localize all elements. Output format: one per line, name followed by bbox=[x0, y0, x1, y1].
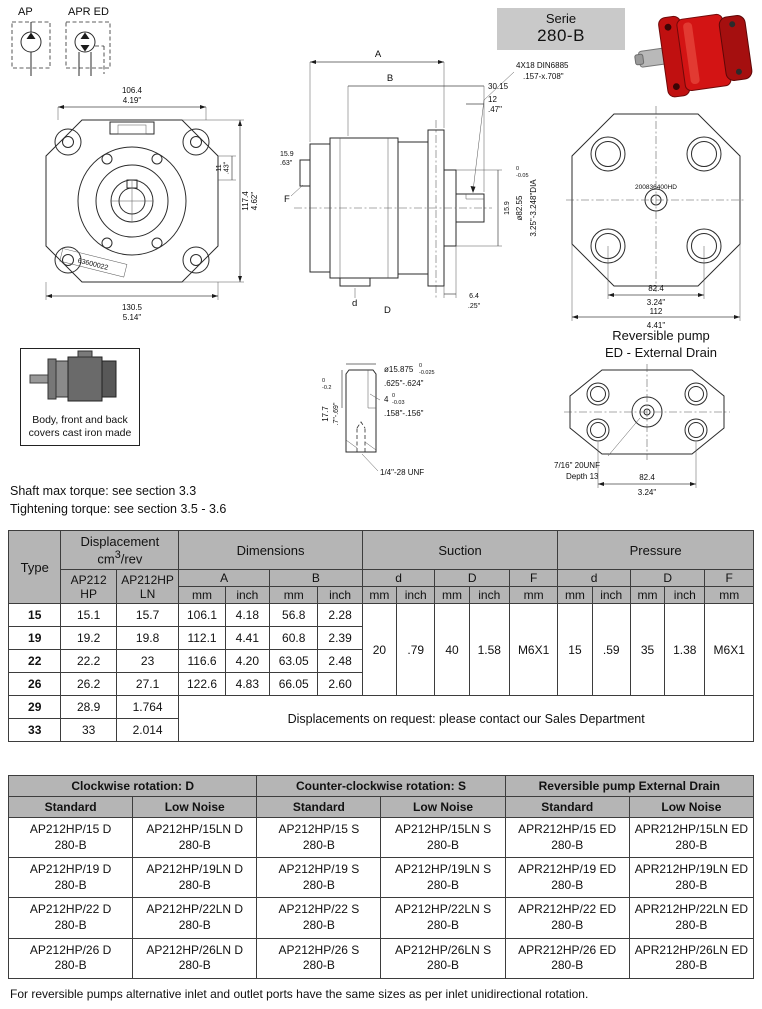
apr-ed-symbol-label: APR ED bbox=[68, 6, 109, 18]
cell-suction-d-mm: 20 bbox=[362, 604, 396, 696]
back-flange-outline bbox=[566, 106, 746, 292]
cell-pressure-dd-mm: 35 bbox=[630, 604, 664, 696]
ed-flange-outline bbox=[564, 364, 730, 460]
cell: 28.9 bbox=[61, 696, 116, 719]
cast-iron-drawing bbox=[22, 349, 138, 409]
col-pressure-f: F bbox=[705, 570, 754, 587]
front-key-mm: 11 bbox=[216, 164, 223, 172]
model-cell: AP212HP/26 D 280-B bbox=[9, 938, 133, 978]
shaft-len-in: .7"-.69" bbox=[333, 402, 340, 426]
back-view-drawing bbox=[556, 96, 756, 330]
model-cell: AP212HP/19 D 280-B bbox=[9, 858, 133, 898]
cell-suction-dd-mm: 40 bbox=[435, 604, 469, 696]
shaft-torque-note: Shaft max torque: see section 3.3 bbox=[10, 484, 197, 498]
ed-depth: Depth 13 bbox=[566, 472, 599, 481]
col-displacement bbox=[61, 531, 179, 570]
model-cell: AP212HP/19LN S 280-B bbox=[381, 858, 505, 898]
unit: mm bbox=[509, 587, 557, 604]
displacement-unit: $cm^3$/rev bbox=[97, 549, 143, 567]
ap-symbol-icon bbox=[12, 22, 50, 76]
shaft-len-mm: 17.7 bbox=[321, 406, 330, 422]
unit: mm bbox=[558, 587, 592, 604]
side-pilot-len-mm: 6.4 bbox=[469, 293, 479, 300]
group-reversible: Reversible pump External Drain bbox=[505, 776, 753, 797]
shaft-dia-mm: ø15.875 bbox=[384, 365, 414, 374]
col-suction: Suction bbox=[362, 531, 558, 570]
group-clockwise: Clockwise rotation: D bbox=[9, 776, 257, 797]
model-cell: AP212HP/15LN D 280-B bbox=[133, 818, 257, 858]
model-cell: AP212HP/22 D 280-B bbox=[9, 898, 133, 938]
subheader-lownoise: Low Noise bbox=[381, 797, 505, 818]
side-dim-a-lines bbox=[310, 60, 444, 142]
subheader-lownoise: Low Noise bbox=[133, 797, 257, 818]
cell: 4.83 bbox=[225, 673, 269, 696]
cell: 66.05 bbox=[270, 673, 318, 696]
side-f-leader bbox=[291, 185, 303, 196]
back-width-mm: 112 bbox=[649, 307, 663, 316]
group-counter-clockwise: Counter-clockwise rotation: S bbox=[257, 776, 505, 797]
side-dim-a: A bbox=[374, 49, 382, 60]
cell: 23 bbox=[116, 650, 179, 673]
models-subheader bbox=[9, 797, 754, 818]
side-view-drawing bbox=[278, 42, 592, 322]
subheader-lownoise: Low Noise bbox=[629, 797, 753, 818]
cell: 22.2 bbox=[61, 650, 116, 673]
front-total-in: 5.14" bbox=[122, 313, 142, 322]
cell: 26.2 bbox=[61, 673, 116, 696]
model-cell: AP212HP/26 S 280-B bbox=[257, 938, 381, 978]
side-pilot-tol-lo: -0.05 bbox=[516, 173, 529, 179]
cell-pressure-dd-in: 1.38 bbox=[665, 604, 705, 696]
side-dim-b-lines bbox=[348, 86, 444, 136]
reversible-caption-line2: ED - External Drain bbox=[605, 344, 717, 360]
shaft-thread: 1/4"-28 UNF bbox=[380, 468, 425, 477]
cell: 2.39 bbox=[318, 627, 362, 650]
col-ap212hp-ln: AP212HP LN bbox=[116, 570, 179, 604]
unit: mm bbox=[270, 587, 318, 604]
cell: 60.8 bbox=[270, 627, 318, 650]
shaft-outline bbox=[342, 364, 380, 452]
unit: inch bbox=[318, 587, 362, 604]
shaft-thread-leader bbox=[362, 454, 378, 471]
cell: 63.05 bbox=[270, 650, 318, 673]
model-cell: AP212HP/26LN D 280-B bbox=[133, 938, 257, 978]
models-table bbox=[8, 775, 754, 979]
cast-iron-box bbox=[20, 348, 140, 446]
pump-photo bbox=[633, 2, 760, 106]
unit: mm bbox=[705, 587, 754, 604]
cell: 4.41 bbox=[225, 627, 269, 650]
reversible-caption-line1: Reversible pump bbox=[612, 328, 710, 343]
shaft-key-mm: 4 bbox=[384, 395, 389, 404]
cell: 33 bbox=[61, 719, 116, 742]
side-dim-b: B bbox=[386, 73, 394, 84]
unit: mm bbox=[630, 587, 664, 604]
cell-type: 29 bbox=[9, 696, 61, 719]
cell: 19.2 bbox=[61, 627, 116, 650]
tightening-torque-note: Tightening torque: see section 3.5 - 3.6 bbox=[10, 502, 227, 516]
spec-table bbox=[8, 530, 754, 742]
side-shaft-len-lines bbox=[444, 86, 484, 192]
cell: 122.6 bbox=[179, 673, 225, 696]
side-f-mm: 15.9 bbox=[280, 151, 294, 158]
cell-pressure-d-mm: 15 bbox=[558, 604, 592, 696]
apr-ed-symbol-icon bbox=[66, 22, 110, 76]
side-pilot-tol-hi: 0 bbox=[516, 166, 520, 172]
front-view-drawing bbox=[22, 84, 257, 326]
cell-type: 19 bbox=[9, 627, 61, 650]
cell: 4.18 bbox=[225, 604, 269, 627]
cell-pressure-d-in: .59 bbox=[592, 604, 630, 696]
subheader-standard: Standard bbox=[505, 797, 629, 818]
models-row bbox=[9, 938, 754, 978]
model-cell: APR212HP/22 ED 280-B bbox=[505, 898, 629, 938]
shaft-detail-drawing bbox=[318, 356, 493, 488]
cell: 4.20 bbox=[225, 650, 269, 673]
cell: 15.1 bbox=[61, 604, 116, 627]
spec-row-29 bbox=[9, 696, 754, 719]
shaft-dia-tol-lo: -0.025 bbox=[419, 370, 435, 376]
cell-type: 15 bbox=[9, 604, 61, 627]
cast-iron-caption-line2: covers cast iron made bbox=[28, 426, 132, 439]
model-cell: APR212HP/26LN ED 280-B bbox=[629, 938, 753, 978]
col-suction-f: F bbox=[509, 570, 557, 587]
cell-suction-d-in: .79 bbox=[397, 604, 435, 696]
front-center-boss bbox=[78, 147, 186, 255]
cell: 106.1 bbox=[179, 604, 225, 627]
side-d-big-label: D bbox=[384, 305, 391, 316]
unit: inch bbox=[225, 587, 269, 604]
front-width-in: 4.19" bbox=[122, 96, 142, 105]
cell: 112.1 bbox=[179, 627, 225, 650]
front-total-mm: 130.5 bbox=[121, 303, 143, 312]
models-group-header bbox=[9, 776, 754, 797]
side-pilot-dia: ø82.55 bbox=[515, 195, 524, 221]
col-pressure-dd: D bbox=[630, 570, 705, 587]
cell: 2.28 bbox=[318, 604, 362, 627]
unit: inch bbox=[665, 587, 705, 604]
cell: 15.7 bbox=[116, 604, 179, 627]
model-cell: AP212HP/22 S 280-B bbox=[257, 898, 381, 938]
ed-view-drawing bbox=[552, 362, 747, 508]
side-keyway-note-1: 4X18 DIN6885 bbox=[516, 61, 569, 70]
model-cell: APR212HP/15LN ED 280-B bbox=[629, 818, 753, 858]
front-bottom-dim bbox=[46, 282, 218, 300]
front-height-in: 4.62" bbox=[250, 191, 259, 211]
spec-row-15 bbox=[9, 604, 754, 627]
models-row bbox=[9, 818, 754, 858]
model-cell: APR212HP/19LN ED 280-B bbox=[629, 858, 753, 898]
front-key-in: .43" bbox=[223, 161, 231, 175]
cell: 56.8 bbox=[270, 604, 318, 627]
side-key-len-in: .47" bbox=[488, 105, 502, 114]
col-dimensions: Dimensions bbox=[179, 531, 362, 570]
col-pressure-d: d bbox=[558, 570, 631, 587]
cell-type: 22 bbox=[9, 650, 61, 673]
model-cell: AP212HP/15 S 280-B bbox=[257, 818, 381, 858]
side-f-in: .63" bbox=[280, 160, 293, 167]
shaft-dia-in: .625"-.624" bbox=[384, 379, 424, 388]
side-key-len-mm: 12 bbox=[488, 95, 497, 104]
model-cell: AP212HP/22LN D 280-B bbox=[133, 898, 257, 938]
shaft-len-tol-hi: 0 bbox=[322, 378, 326, 384]
reversible-caption bbox=[566, 328, 756, 362]
col-ap212hp: AP212 HP bbox=[61, 570, 116, 604]
cell-suction-f: M6X1 bbox=[509, 604, 557, 696]
ed-thread: 7/16" 20UNF bbox=[554, 461, 600, 470]
model-cell: AP212HP/19 S 280-B bbox=[257, 858, 381, 898]
models-row bbox=[9, 898, 754, 938]
ed-thread-leader bbox=[608, 418, 640, 456]
back-dist-mm: 82.4 bbox=[648, 284, 664, 293]
front-top-dim bbox=[58, 105, 206, 120]
model-cell: APR212HP/15 ED 280-B bbox=[505, 818, 629, 858]
hydraulic-symbols bbox=[6, 4, 128, 84]
col-a: A bbox=[179, 570, 270, 587]
unit: mm bbox=[179, 587, 225, 604]
front-width-mm: 106.4 bbox=[121, 86, 143, 95]
unit: inch bbox=[592, 587, 630, 604]
shaft-dia-tol-hi: 0 bbox=[419, 363, 423, 369]
shaft-key-tol-hi: 0 bbox=[392, 393, 396, 399]
side-f-label: F bbox=[284, 194, 290, 205]
side-shaft-len: 30.15 bbox=[488, 82, 509, 91]
cell: 1.764 bbox=[116, 696, 179, 719]
subheader-standard: Standard bbox=[9, 797, 133, 818]
pump-photo-body bbox=[630, 7, 754, 102]
cell: 2.60 bbox=[318, 673, 362, 696]
back-dist-in: 3.24" bbox=[646, 298, 666, 307]
side-pilot-len-lines bbox=[444, 246, 456, 298]
model-cell: APR212HP/19 ED 280-B bbox=[505, 858, 629, 898]
side-keyway-note-2: .157-x.708" bbox=[523, 72, 564, 81]
models-row bbox=[9, 858, 754, 898]
ap-symbol-label: AP bbox=[18, 6, 33, 18]
unit: inch bbox=[397, 587, 435, 604]
cell-pressure-f: M6X1 bbox=[705, 604, 754, 696]
unit: mm bbox=[362, 587, 396, 604]
col-suction-dd: D bbox=[435, 570, 510, 587]
model-cell: AP212HP/26LN S 280-B bbox=[381, 938, 505, 978]
col-b: B bbox=[270, 570, 363, 587]
shaft-key-in: .158"-.156" bbox=[384, 409, 424, 418]
serie-value: 280-B bbox=[537, 26, 585, 45]
front-height-mm: 117.4 bbox=[241, 191, 250, 211]
spec-header-sub bbox=[9, 570, 754, 587]
shaft-len-tol-lo: -0.2 bbox=[322, 385, 332, 391]
model-cell: AP212HP/15 D 280-B bbox=[9, 818, 133, 858]
subheader-standard: Standard bbox=[257, 797, 381, 818]
col-pressure: Pressure bbox=[558, 531, 754, 570]
shaft-key-tol-lo: -0.03 bbox=[392, 400, 405, 406]
side-pilot-len-in: .25" bbox=[467, 303, 481, 310]
col-suction-d: d bbox=[362, 570, 435, 587]
side-pilot-depth: 15.9 bbox=[504, 201, 511, 215]
model-cell: APR212HP/26 ED 280-B bbox=[505, 938, 629, 978]
back-width-in: 4.41" bbox=[646, 321, 666, 330]
cast-iron-caption-line1: Body, front and back bbox=[32, 414, 128, 426]
model-cell: AP212HP/22LN S 280-B bbox=[381, 898, 505, 938]
displacements-note: Displacements on request: please contact our Sales Department bbox=[179, 696, 754, 742]
back-part-number: 200836400HD bbox=[635, 184, 677, 191]
footer-note: For reversible pumps alternative inlet and outlet ports have the same sizes as per inlet unidirectional rotation. bbox=[10, 987, 589, 1001]
col-type: Type bbox=[9, 531, 61, 604]
front-serial-number: 63600022 bbox=[76, 257, 109, 272]
cell-type: 33 bbox=[9, 719, 61, 742]
ed-dist-mm: 82.4 bbox=[639, 473, 655, 482]
model-cell: AP212HP/15LN S 280-B bbox=[381, 818, 505, 858]
cell-suction-dd-in: 1.58 bbox=[469, 604, 509, 696]
cell: 2.48 bbox=[318, 650, 362, 673]
displacement-label: Displacement bbox=[80, 534, 160, 549]
unit: inch bbox=[469, 587, 509, 604]
side-d-small-label: d bbox=[352, 298, 358, 309]
ed-dist-in: 3.24" bbox=[637, 488, 657, 497]
unit: mm bbox=[435, 587, 469, 604]
cell: 27.1 bbox=[116, 673, 179, 696]
cell-type: 26 bbox=[9, 673, 61, 696]
cell: 19.8 bbox=[116, 627, 179, 650]
model-cell: AP212HP/19LN D 280-B bbox=[133, 858, 257, 898]
side-pilot-dia-in: 3.25"-3.248"DIA bbox=[529, 179, 538, 237]
cell: 116.6 bbox=[179, 650, 225, 673]
serie-label: Serie bbox=[545, 11, 577, 26]
cell: 2.014 bbox=[116, 719, 179, 742]
model-cell: APR212HP/22LN ED 280-B bbox=[629, 898, 753, 938]
spec-header-groups bbox=[9, 531, 754, 570]
